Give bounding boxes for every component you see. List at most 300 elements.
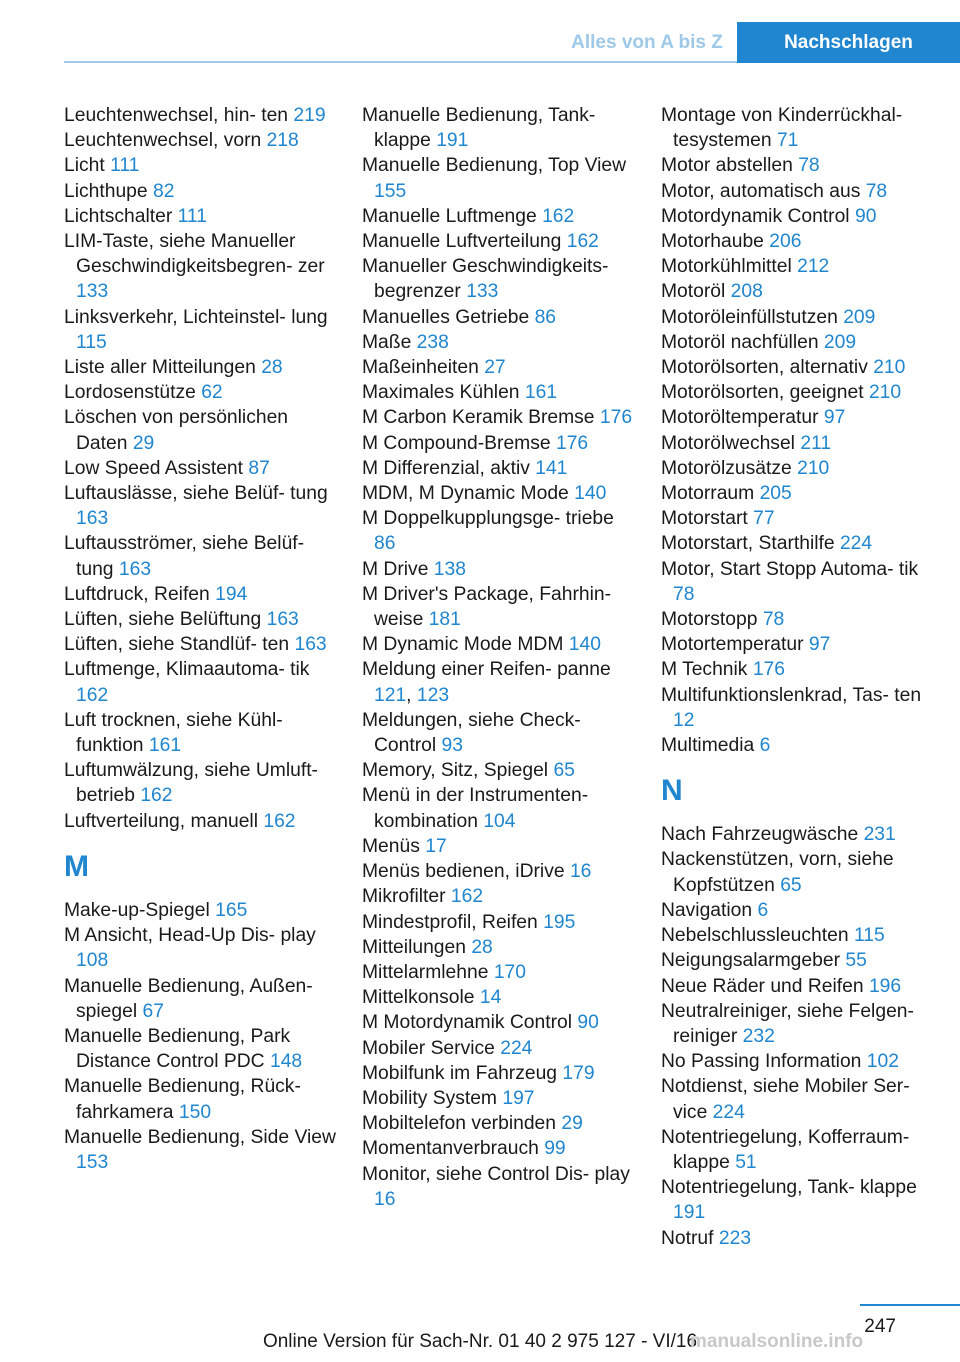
index-term: Motorstart <box>661 508 748 530</box>
index-entry <box>362 103 634 153</box>
index-term: Mindestprofil, Reifen <box>362 911 538 933</box>
page-link[interactable]: 12 <box>673 709 695 731</box>
index-term: Notentriegelung, Tank‑ klappe <box>661 1177 917 1199</box>
page-link[interactable]: 211 <box>800 432 832 454</box>
index-entry <box>362 153 634 203</box>
index-entry <box>661 657 933 682</box>
index-entry <box>661 1049 933 1074</box>
index-entry <box>64 809 336 834</box>
index-entry <box>661 531 933 556</box>
page-link[interactable]: 162 <box>76 684 109 706</box>
page-link[interactable]: 140 <box>574 483 607 505</box>
page-link[interactable]: 165 <box>215 899 248 921</box>
page-link[interactable]: 16 <box>569 861 592 883</box>
index-entry <box>362 1136 634 1161</box>
index-term: Nebelschlussleuchten <box>661 925 849 947</box>
index-term: M Drive <box>362 558 429 580</box>
index-term: Manuelle Luftverteilung <box>362 231 562 253</box>
index-entry <box>661 456 933 481</box>
index-term: Motor abstellen <box>661 155 793 177</box>
index-term: Motoröleinfüllstutzen <box>661 306 838 328</box>
page-link[interactable]: 209 <box>823 331 857 353</box>
index-entry <box>64 355 336 380</box>
page-link[interactable]: 123 <box>416 684 450 706</box>
index-term: Löschen von persönlichen Daten <box>64 407 289 454</box>
page-link[interactable]: 176 <box>752 659 785 681</box>
index-entry <box>661 733 933 758</box>
page-link[interactable]: 78 <box>865 180 888 202</box>
index-entry <box>661 204 933 229</box>
page-link[interactable]: 163 <box>294 634 327 656</box>
page-link[interactable]: 67 <box>142 1000 164 1022</box>
index-term: Lichtschalter <box>64 205 173 227</box>
page-link[interactable]: 97 <box>808 634 831 656</box>
index-term: Liste aller Mitteilungen <box>64 357 256 379</box>
index-entry <box>362 1061 634 1086</box>
page-link[interactable]: 181 <box>428 609 461 631</box>
section-letter: N <box>661 774 683 808</box>
index-entry <box>661 1125 933 1175</box>
page-link[interactable]: 224 <box>839 533 873 555</box>
index-entry <box>661 380 933 405</box>
index-entry <box>661 431 933 456</box>
index-term: Neigungsalarmgeber <box>661 950 840 972</box>
index-entry <box>661 923 933 948</box>
index-entry <box>64 531 336 581</box>
index-entry: Meldung einer Reifen‑ panne 121, 123 <box>362 659 611 706</box>
page-link[interactable]: 223 <box>718 1227 752 1249</box>
index-term: Mikrofilter <box>362 886 446 908</box>
index-entry <box>661 1175 933 1225</box>
page-number: 247 <box>864 1316 896 1337</box>
index-entry <box>64 229 336 305</box>
page-link[interactable]: 93 <box>441 735 463 757</box>
index-entry <box>64 607 336 632</box>
index-term: Low Speed Assistent <box>64 457 244 479</box>
index-term: Notdienst, siehe Mobiler Ser‑ vice <box>661 1076 910 1123</box>
page-link[interactable]: 232 <box>742 1025 775 1047</box>
index-term: Momentanverbrauch <box>362 1138 539 1160</box>
index-entry <box>64 405 336 455</box>
index-entry <box>362 1111 634 1136</box>
index-term: Manuelle Bedienung, Park Distance Control PDC <box>64 1025 291 1073</box>
index-term: Meldung einer Reifen‑ panne <box>362 659 611 681</box>
index-entry <box>362 884 634 909</box>
index-term: Motor, Start Stopp Automa‑ tik <box>661 558 919 580</box>
index-term: Motortemperatur <box>661 634 804 656</box>
index-entry <box>661 607 933 632</box>
index-term: Notruf <box>661 1227 714 1249</box>
index-term: Neue Räder und Reifen <box>661 975 864 997</box>
index-entry <box>661 999 933 1049</box>
page-link[interactable]: 163 <box>266 609 299 631</box>
page-link[interactable]: 224 <box>500 1037 533 1059</box>
footer-text: Online Version für Sach-Nr. 01 40 2 975 127 - VI/16 <box>262 1331 698 1352</box>
index-term: Luftausströmer, siehe Belüf‑ tung <box>64 533 305 580</box>
index-entry <box>362 834 634 859</box>
index-term: Manuelles Getriebe <box>362 306 530 328</box>
index-entry <box>362 204 634 229</box>
index-term: M Carbon Keramik Bremse <box>362 407 595 429</box>
index-term: M Driver's Package, Fahrhin‑ weise <box>362 583 612 631</box>
page-link[interactable]: 141 <box>535 457 568 479</box>
page-link[interactable]: 205 <box>759 483 792 505</box>
header-chapter-tab[interactable]: Nachschlagen <box>737 22 960 63</box>
index-entry <box>661 153 933 178</box>
index-term: M Technik <box>661 659 748 681</box>
page-link[interactable]: 162 <box>450 886 484 908</box>
index-entry <box>362 1036 634 1061</box>
index-entry <box>362 305 634 330</box>
index-term: Motorölsorten, alternativ <box>661 357 868 379</box>
index-entry <box>362 330 634 355</box>
index-entry <box>362 960 634 985</box>
index-term: Mittelarmlehne <box>362 961 489 983</box>
index-entry <box>661 822 933 847</box>
index-entry <box>64 898 336 923</box>
index-entry <box>362 456 634 481</box>
index-entry <box>661 179 933 204</box>
index-entry <box>661 974 933 999</box>
index-column-1 <box>64 103 336 1175</box>
page-link[interactable]: 191 <box>673 1202 706 1224</box>
index-entry <box>362 935 634 960</box>
page-link[interactable]: 208 <box>730 281 763 303</box>
index-term: Multifunktionslenkrad, Tas‑ ten <box>661 684 922 706</box>
index-entry <box>362 758 634 783</box>
page-link[interactable]: 218 <box>266 130 299 152</box>
page-link[interactable]: 219 <box>293 105 326 126</box>
page-link[interactable]: 62 <box>201 382 223 404</box>
index-term: Motoröl <box>661 281 726 303</box>
index-term: Motorölsorten, geeignet <box>661 382 864 404</box>
index-entry <box>661 948 933 973</box>
page-link[interactable]: 86 <box>374 533 396 555</box>
index-term: Manuelle Bedienung, Außen‑ spiegel <box>64 975 313 1022</box>
index-entry <box>64 204 336 229</box>
page-link[interactable]: 210 <box>797 457 830 479</box>
page-link[interactable]: 90 <box>854 205 877 227</box>
index-entry <box>362 708 634 758</box>
page-link[interactable]: 6 <box>757 899 769 921</box>
index-term: Luftdruck, Reifen <box>64 583 210 605</box>
page-link[interactable]: 163 <box>118 558 152 580</box>
page-link[interactable]: 196 <box>868 975 902 997</box>
index-term: M Compound-Bremse <box>362 432 551 454</box>
header-section-title[interactable]: Alles von A bis Z <box>571 32 723 53</box>
page-link[interactable]: 17 <box>425 835 447 857</box>
index-term: Lüften, siehe Belüftung <box>64 609 262 631</box>
index-entry <box>661 506 933 531</box>
index-entry <box>64 758 336 808</box>
index-entry <box>661 847 933 897</box>
page-link[interactable]: 27 <box>484 357 506 379</box>
index-term: Motordynamik Control <box>661 205 850 227</box>
page-link[interactable]: 99 <box>544 1138 566 1160</box>
index-entry <box>64 305 336 355</box>
page-link[interactable]: 90 <box>577 1012 599 1034</box>
page-link[interactable]: 161 <box>148 735 182 757</box>
index-term: Luft trocknen, siehe Kühl‑ funktion <box>64 709 283 757</box>
index-term: Manuelle Bedienung, Side View <box>64 1126 336 1148</box>
index-entry <box>64 456 336 481</box>
page-link[interactable]: 179 <box>562 1062 595 1084</box>
page-link[interactable]: 170 <box>493 961 526 983</box>
index-entry <box>661 229 933 254</box>
footer-rule <box>860 1304 960 1306</box>
index-column-2 <box>362 103 634 1212</box>
index-term: M Doppelkupplungsge‑ triebe <box>362 508 614 530</box>
index-term: Motorölwechsel <box>661 432 795 454</box>
index-term: Motorstopp <box>661 609 758 631</box>
index-entry <box>362 380 634 405</box>
section-letter: M <box>64 849 89 883</box>
index-entry <box>661 355 933 380</box>
page-link[interactable]: 231 <box>863 824 896 846</box>
index-entry <box>64 179 336 204</box>
index-term: Luftverteilung, manuell <box>64 810 258 832</box>
index-term: Menüs bedienen, iDrive <box>362 861 565 883</box>
index-entry <box>362 405 634 430</box>
index-term: Leuchtenwechsel, vorn <box>64 130 262 152</box>
page-link[interactable]: 121 <box>374 684 407 706</box>
index-entry <box>64 1125 336 1175</box>
index-term: Memory, Sitz, Spiegel <box>362 760 549 782</box>
index-term: Luftauslässe, siehe Belüf‑ tung <box>64 483 328 505</box>
index-term: Leuchtenwechsel, hin‑ ten <box>64 105 289 126</box>
index-entry <box>661 557 933 607</box>
page-link[interactable]: 78 <box>673 583 695 605</box>
page-link[interactable]: 162 <box>542 205 575 227</box>
index-term: Motorkühlmittel <box>661 256 792 278</box>
index-entry <box>661 683 933 733</box>
page-link[interactable]: 176 <box>555 432 589 454</box>
index-entry <box>64 657 336 707</box>
page-link[interactable]: 148 <box>269 1051 303 1073</box>
index-entry <box>362 506 634 556</box>
page-link[interactable]: 161 <box>524 382 558 404</box>
index-term: No Passing Information <box>661 1051 862 1073</box>
page-link[interactable]: 153 <box>76 1151 109 1173</box>
page-link[interactable]: 87 <box>248 457 270 479</box>
index-entry <box>64 128 336 153</box>
page-link[interactable]: 138 <box>433 558 466 580</box>
index-term: Maßeinheiten <box>362 357 479 379</box>
index-entry <box>362 783 634 833</box>
page-link[interactable]: 238 <box>416 331 449 353</box>
page-link[interactable]: 195 <box>543 911 576 933</box>
index-term: Manuelle Bedienung, Tank‑ klappe <box>362 105 596 152</box>
index-entry <box>661 1074 933 1124</box>
page-link[interactable]: 108 <box>76 950 109 972</box>
index-term: Motorraum <box>661 483 755 505</box>
index-term: Montage von Kinderrückhal‑ tesystemen <box>661 105 903 152</box>
index-entry <box>362 1162 634 1212</box>
index-term: Motorhaube <box>661 231 764 253</box>
index-term: Nach Fahrzeugwäsche <box>661 824 859 846</box>
index-entry <box>661 898 933 923</box>
page-link[interactable]: 209 <box>843 306 876 328</box>
index-entry <box>661 305 933 330</box>
index-entry <box>661 254 933 279</box>
index-term: MDM, M Dynamic Mode <box>362 483 569 505</box>
page-link[interactable]: 28 <box>471 936 493 958</box>
index-entry <box>362 632 634 657</box>
page-link[interactable]: 28 <box>261 357 283 379</box>
page-link[interactable]: 115 <box>76 331 107 353</box>
index-entry <box>362 582 634 632</box>
index-term: Motor, automatisch aus <box>661 180 861 202</box>
index-entry <box>362 985 634 1010</box>
page-link[interactable]: 224 <box>712 1101 745 1123</box>
page-link[interactable]: 163 <box>76 508 109 530</box>
index-entry <box>64 380 336 405</box>
index-entry <box>64 923 336 973</box>
index-term: M Ansicht, Head-Up Dis‑ play <box>64 925 316 947</box>
page-link[interactable]: 82 <box>152 180 175 202</box>
index-term: Mobility System <box>362 1087 497 1109</box>
page-link[interactable]: 6 <box>759 735 771 757</box>
page-link[interactable]: 97 <box>823 407 846 429</box>
index-entry <box>362 1010 634 1035</box>
page-link[interactable]: 65 <box>553 760 575 782</box>
page-link[interactable]: 162 <box>263 810 296 832</box>
index-term: Manuelle Bedienung, Top View <box>362 155 627 177</box>
page-link[interactable]: 65 <box>780 874 802 896</box>
index-entry <box>64 632 336 657</box>
index-term: Mitteilungen <box>362 936 466 958</box>
index-entry <box>661 279 933 304</box>
index-term: Navigation <box>661 899 753 921</box>
page-link[interactable]: 162 <box>140 785 173 807</box>
index-term: Multimedia <box>661 735 755 757</box>
page-link[interactable]: 150 <box>178 1101 212 1123</box>
index-term: Luftumwälzung, siehe Umluft‑ betrieb <box>64 760 318 807</box>
index-entry <box>64 582 336 607</box>
page-link[interactable]: 14 <box>479 987 502 1009</box>
page-link[interactable]: 176 <box>599 407 633 429</box>
page-link[interactable]: 115 <box>853 925 885 947</box>
page-link[interactable]: 197 <box>502 1087 535 1109</box>
page-link[interactable]: 162 <box>566 231 599 253</box>
index-entry <box>362 1086 634 1111</box>
index-entry <box>661 632 933 657</box>
page-link[interactable]: 55 <box>845 950 867 972</box>
page-link[interactable]: 191 <box>436 130 469 152</box>
page-link[interactable]: 111 <box>110 155 140 177</box>
index-term: Luftmenge, Klimaautoma‑ tik <box>64 659 310 681</box>
index-term: Lordosenstütze <box>64 382 196 404</box>
index-term: Motorölzusätze <box>661 457 792 479</box>
index-entry <box>661 481 933 506</box>
index-entry <box>362 557 634 582</box>
index-term: Mittelkonsole <box>362 987 475 1009</box>
index-entry <box>64 481 336 531</box>
index-entry <box>661 103 933 153</box>
index-term: Menü in der Instrumenten‑ kombination <box>362 785 589 832</box>
index-term: Lichthupe <box>64 180 148 202</box>
index-term: M Differenzial, aktiv <box>362 457 530 479</box>
index-entry <box>362 229 634 254</box>
page-link[interactable]: 102 <box>866 1051 899 1073</box>
page-link[interactable]: 16 <box>374 1188 396 1210</box>
index-entry <box>661 405 933 430</box>
page-link[interactable]: 210 <box>868 382 902 404</box>
index-entry <box>64 708 336 758</box>
index-term: Manueller Geschwindigkeits‑ begrenzer <box>362 256 609 303</box>
index-entry <box>362 481 634 506</box>
watermark: manualsonline.info <box>690 1331 864 1352</box>
index-term: Linksverkehr, Lichteinstel‑ lung <box>64 306 328 328</box>
page-link[interactable]: 133 <box>76 281 109 303</box>
index-term: Neutralreiniger, siehe Felgen‑ reiniger <box>661 1000 914 1047</box>
index-term: Make-up-Spiegel <box>64 899 210 921</box>
index-term: M Motordynamik Control <box>362 1012 573 1034</box>
index-entry <box>362 355 634 380</box>
index-entry <box>661 330 933 355</box>
index-term: Notentriegelung, Kofferraum‑ klappe <box>661 1126 910 1173</box>
index-term: Lüften, siehe Standlüf‑ ten <box>64 634 290 656</box>
index-term: Licht <box>64 155 105 177</box>
index-entry <box>362 859 634 884</box>
index-term: Nackenstützen, vorn, siehe Kopfstützen <box>661 849 894 896</box>
index-entry <box>362 254 634 304</box>
index-term: Mobiltelefon verbinden <box>362 1113 557 1135</box>
page-link[interactable]: 86 <box>534 306 557 328</box>
index-column-3 <box>661 103 933 1251</box>
index-term: M Dynamic Mode MDM <box>362 634 564 656</box>
page-link[interactable]: 140 <box>568 634 601 656</box>
page-link[interactable]: 78 <box>762 609 785 631</box>
page-link[interactable]: 111 <box>177 205 207 227</box>
page-link[interactable]: 29 <box>561 1113 583 1135</box>
index-term: Meldungen, siehe Check- Control <box>362 709 581 757</box>
index-entry <box>64 153 336 178</box>
index-term: Motoröl nachfüllen <box>661 331 819 353</box>
index-entry <box>64 1024 336 1074</box>
page-link[interactable]: 78 <box>798 155 820 177</box>
page-link[interactable]: 206 <box>769 231 802 253</box>
index-entry <box>64 974 336 1024</box>
page-link[interactable]: 29 <box>132 432 155 454</box>
index-entry <box>661 1226 933 1251</box>
index-term: Menüs <box>362 835 420 857</box>
index-entry <box>64 1074 336 1124</box>
index-term: Monitor, siehe Control Dis‑ play <box>362 1163 630 1185</box>
page-link[interactable]: 71 <box>776 130 799 152</box>
page-link[interactable]: 104 <box>483 810 516 832</box>
index-term: LIM-Taste, siehe Manueller Geschwindigkeitsbegren‑ zer <box>64 231 325 278</box>
page-link[interactable]: 77 <box>753 508 775 530</box>
index-term: Maximales Kühlen <box>362 382 520 404</box>
index-term: Maße <box>362 331 412 353</box>
index-term: Motorstart, Starthilfe <box>661 533 835 555</box>
index-entry <box>362 431 634 456</box>
index-entry <box>362 910 634 935</box>
page-link[interactable]: 51 <box>735 1151 757 1173</box>
index-term: Manuelle Luftmenge <box>362 205 537 227</box>
index-term: Manuelle Bedienung, Rück‑ fahrkamera <box>64 1076 301 1123</box>
index-term: Motoröltemperatur <box>661 407 819 429</box>
index-term: Mobiler Service <box>362 1037 495 1059</box>
page-link[interactable]: 155 <box>374 180 407 202</box>
page-link[interactable]: 210 <box>873 357 906 379</box>
index-term: Mobilfunk im Fahrzeug <box>362 1062 558 1084</box>
index-entry <box>64 103 336 128</box>
page-link[interactable]: 194 <box>215 583 248 605</box>
page-link[interactable]: 212 <box>797 256 830 278</box>
page-link[interactable]: 133 <box>466 281 499 303</box>
